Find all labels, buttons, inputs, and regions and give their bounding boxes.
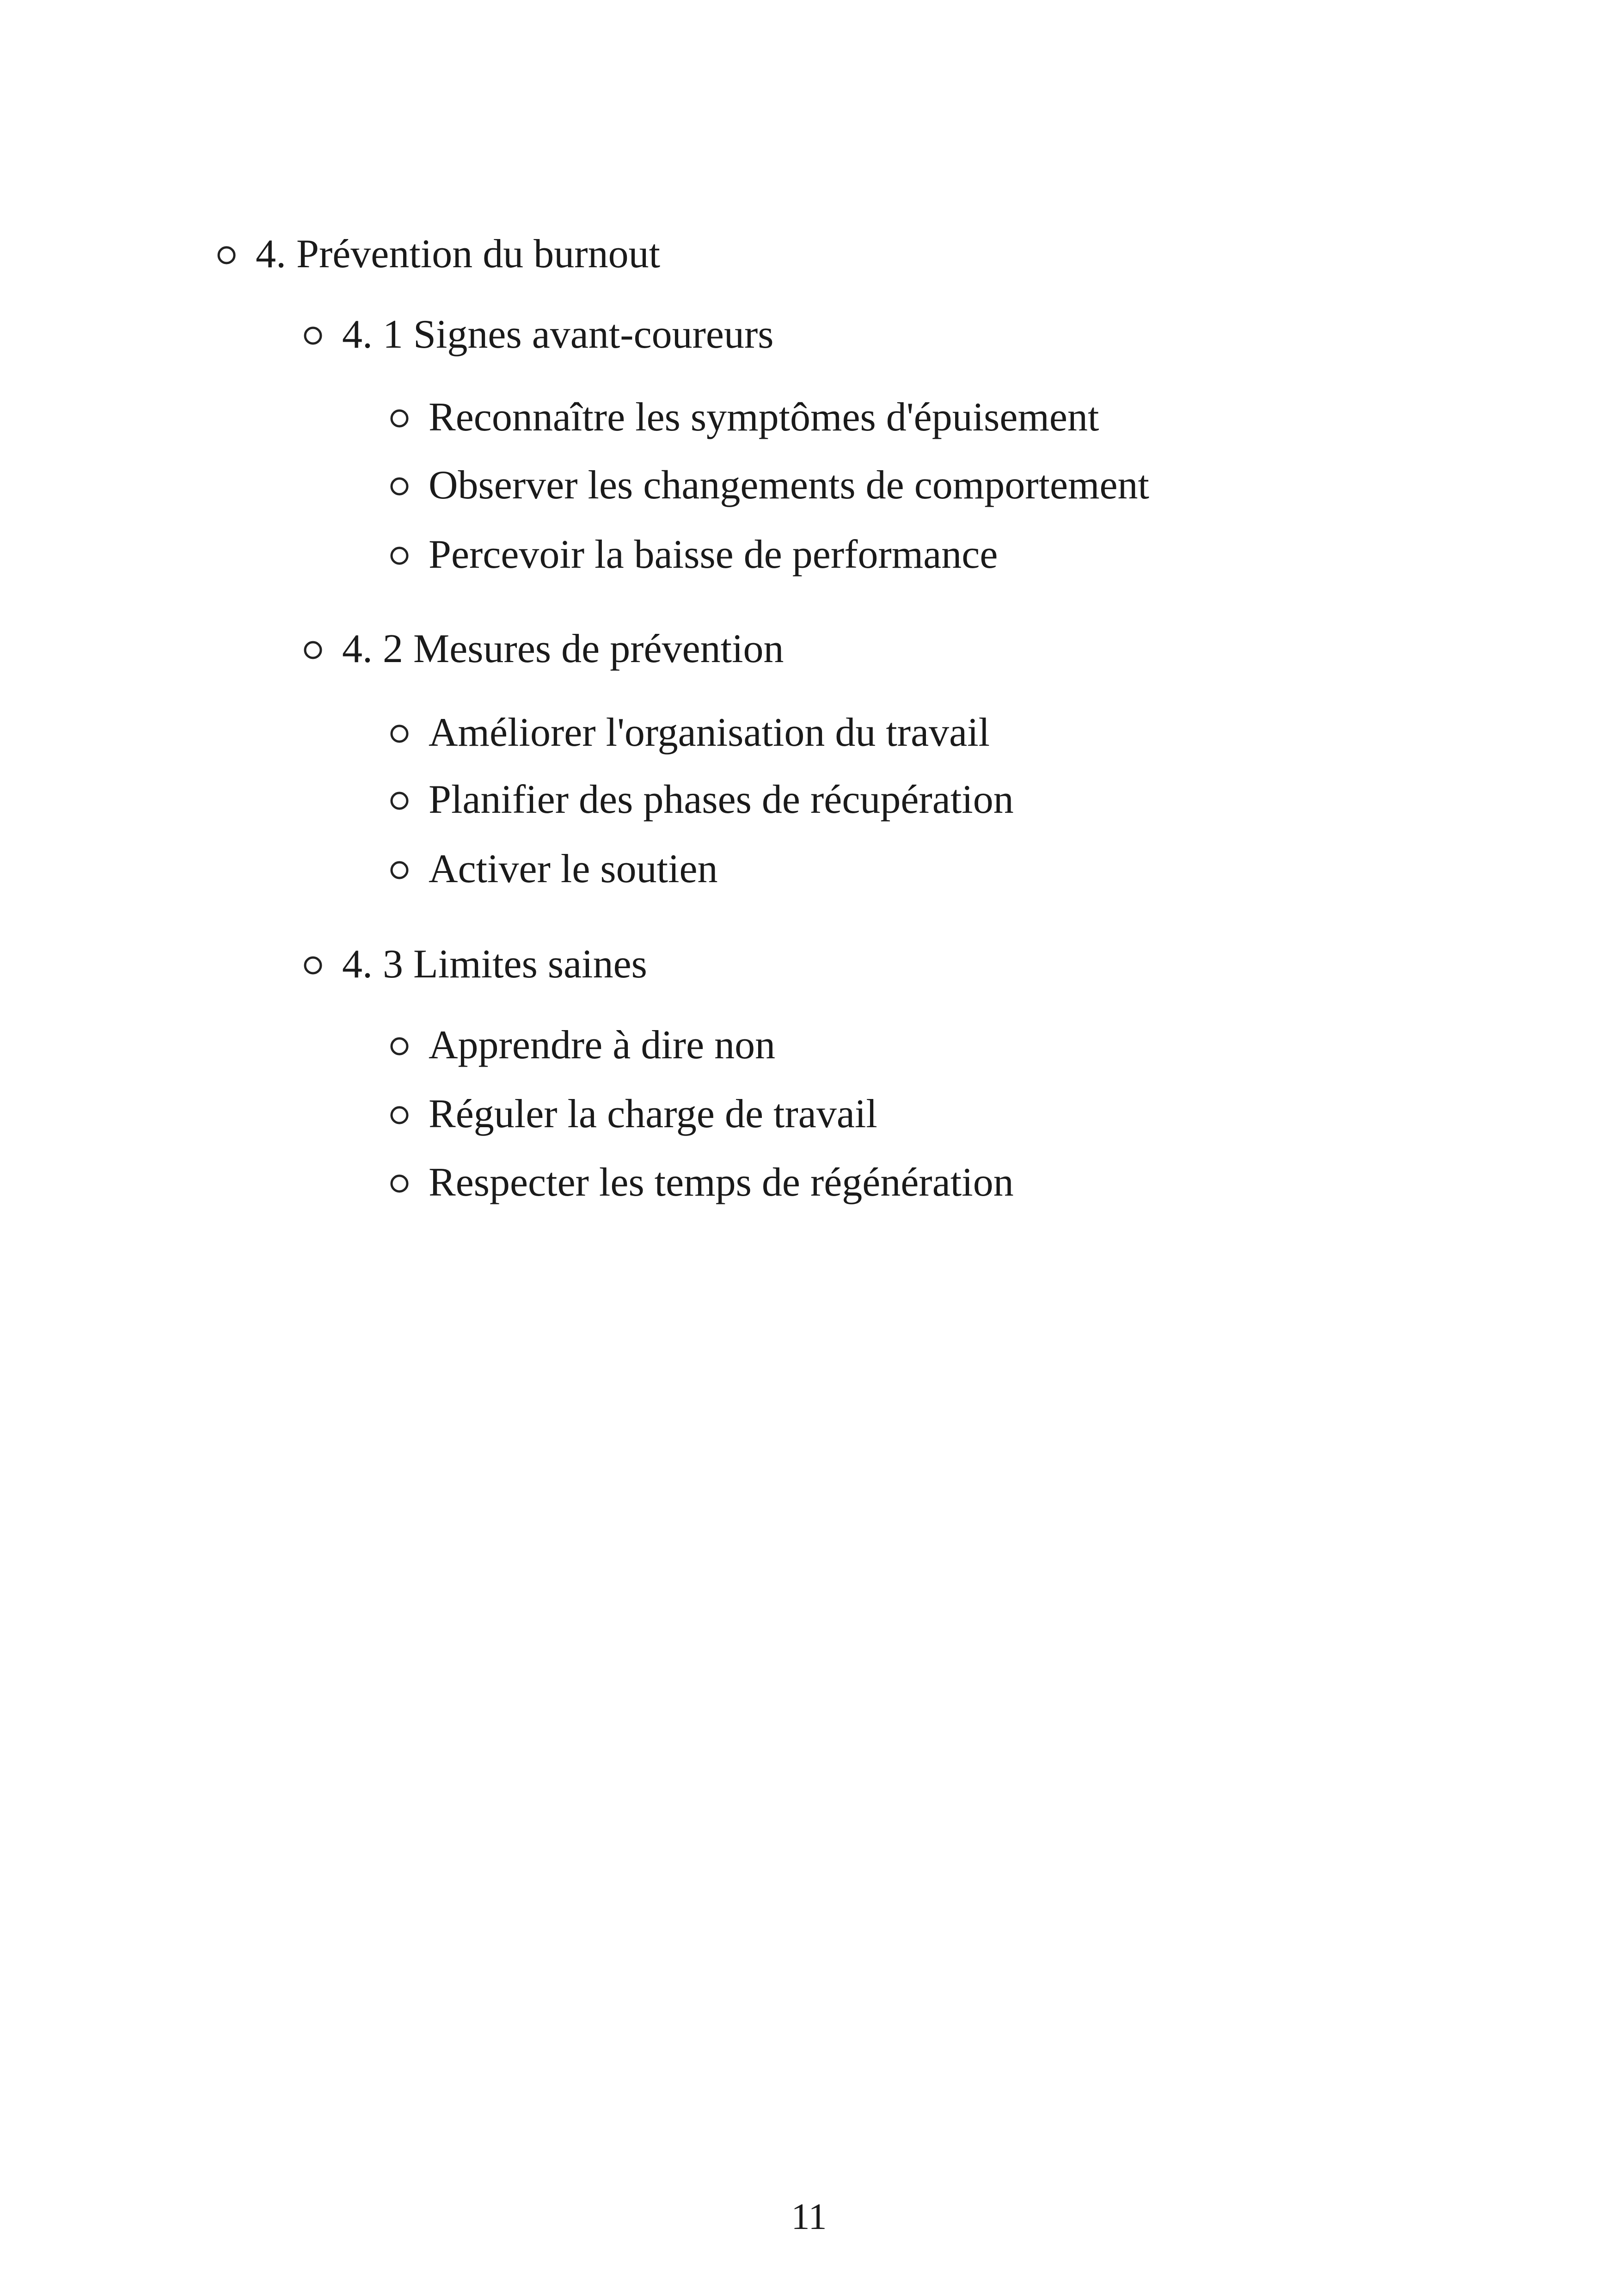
list-item-text: Planifier des phases de récupération: [429, 777, 1014, 822]
section-title-text: 4. 2 Mesures de prévention: [342, 626, 784, 671]
section-title-text: 4. 1 Signes avant-coureurs: [342, 312, 774, 357]
page-number: 11: [791, 2197, 827, 2237]
list-item-text: Apprendre à dire non: [429, 1023, 776, 1068]
section-title-text: 4. 3 Limites saines: [342, 942, 647, 987]
list-item-text: Améliorer l'organisation du travail: [429, 710, 990, 755]
list-item-text: Activer le soutien: [429, 847, 718, 891]
list-item-text: Percevoir la baisse de performance: [429, 532, 998, 577]
list-item-text: Respecter les temps de régénération: [429, 1160, 1014, 1205]
list-item-text: Observer les changements de comportement: [429, 463, 1149, 508]
list-item-text: Réguler la charge de travail: [429, 1092, 877, 1136]
heading-text: 4. Prévention du burnout: [256, 232, 661, 276]
list-item-text: Reconnaître les symptômes d'épuisement: [429, 395, 1099, 440]
